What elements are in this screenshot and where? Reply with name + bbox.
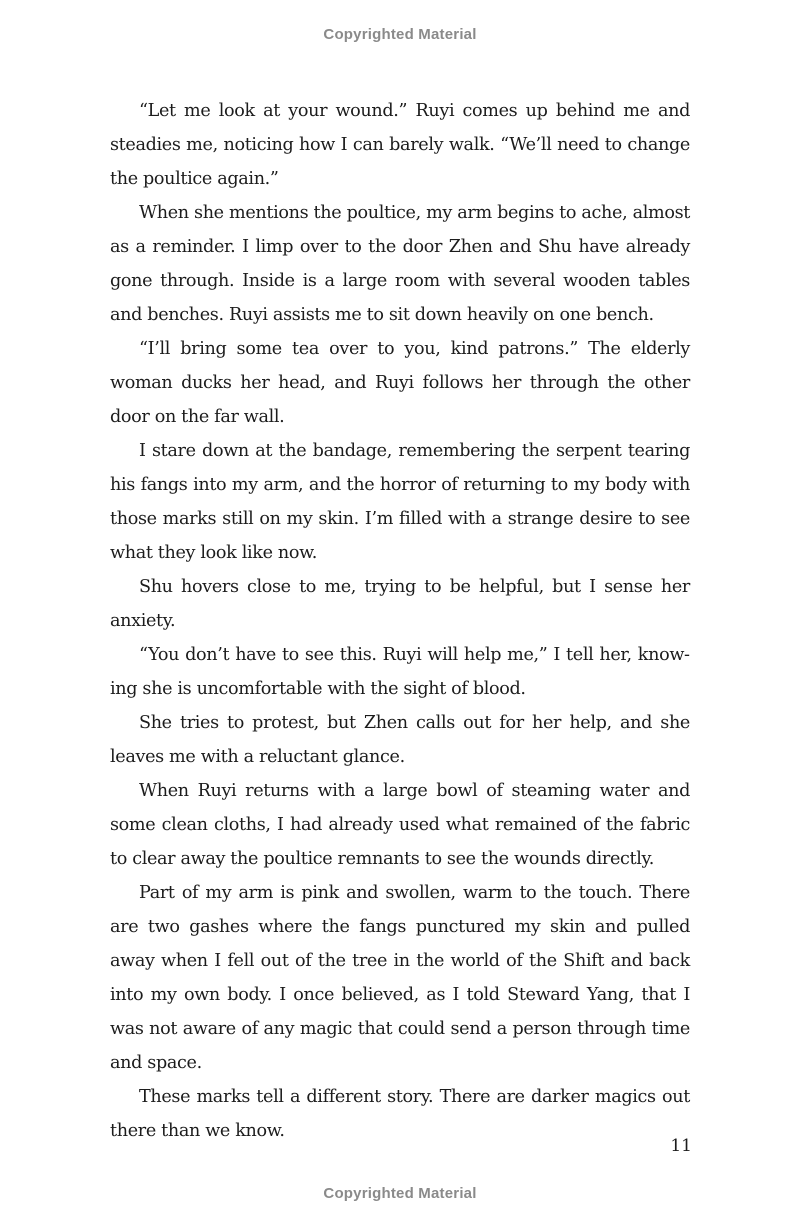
paragraph: “Let me look at your wound.” Ruyi comes up behind me and steadies me, noticing how I can barely walk. “We’ll need to change the poultice again.” — [110, 101, 690, 189]
paragraph: She tries to protest, but Zhen calls out for her help, and she leaves me with a reluctant glance. — [110, 713, 690, 767]
copyright-watermark-bottom: Copyrighted Material — [323, 1185, 477, 1202]
page-body-text — [110, 94, 690, 1148]
paragraph: These marks tell a different story. There are darker magics out there than we know. — [110, 1087, 690, 1141]
paragraph: “I’ll bring some tea over to you, kind patrons.” The elderly woman ducks her head, and Ruyi follows her through the other door on the far wall. — [110, 339, 690, 427]
paragraph: Part of my arm is pink and swollen, warm to the touch. There are two gashes where the fangs punctured my skin and pulled away when I fell out of the tree in the world of the Shift and back into my own body. I once believed, as I told Steward Yang, that I was not aware of any magic that could send a person through time and space. — [110, 883, 690, 1073]
paragraph: When she mentions the poultice, my arm begins to ache, almost as a reminder. I limp over to the door Zhen and Shu have already gone through. Inside is a large room with several wooden tables and benches. Ruyi assists me to sit down heavily on one bench. — [110, 203, 690, 325]
paragraph: When Ruyi returns with a large bowl of steaming water and some clean cloths, I had already used what remained of the fabric to clear away the poultice remnants to see the wounds directly. — [110, 781, 690, 869]
paragraph: Shu hovers close to me, trying to be helpful, but I sense her anxiety. — [110, 577, 690, 631]
copyright-watermark-top: Copyrighted Material — [323, 26, 477, 43]
paragraph: “You don’t have to see this. Ruyi will help me,” I tell her, knowing she is uncomfortable with the sight of blood. — [110, 645, 690, 699]
page-number: 11 — [670, 1136, 692, 1156]
paragraph: I stare down at the bandage, remembering the serpent tearing his fangs into my arm, and the horror of returning to my body with those marks still on my skin. I’m filled with a strange desire to see what they look like now. — [110, 441, 690, 563]
